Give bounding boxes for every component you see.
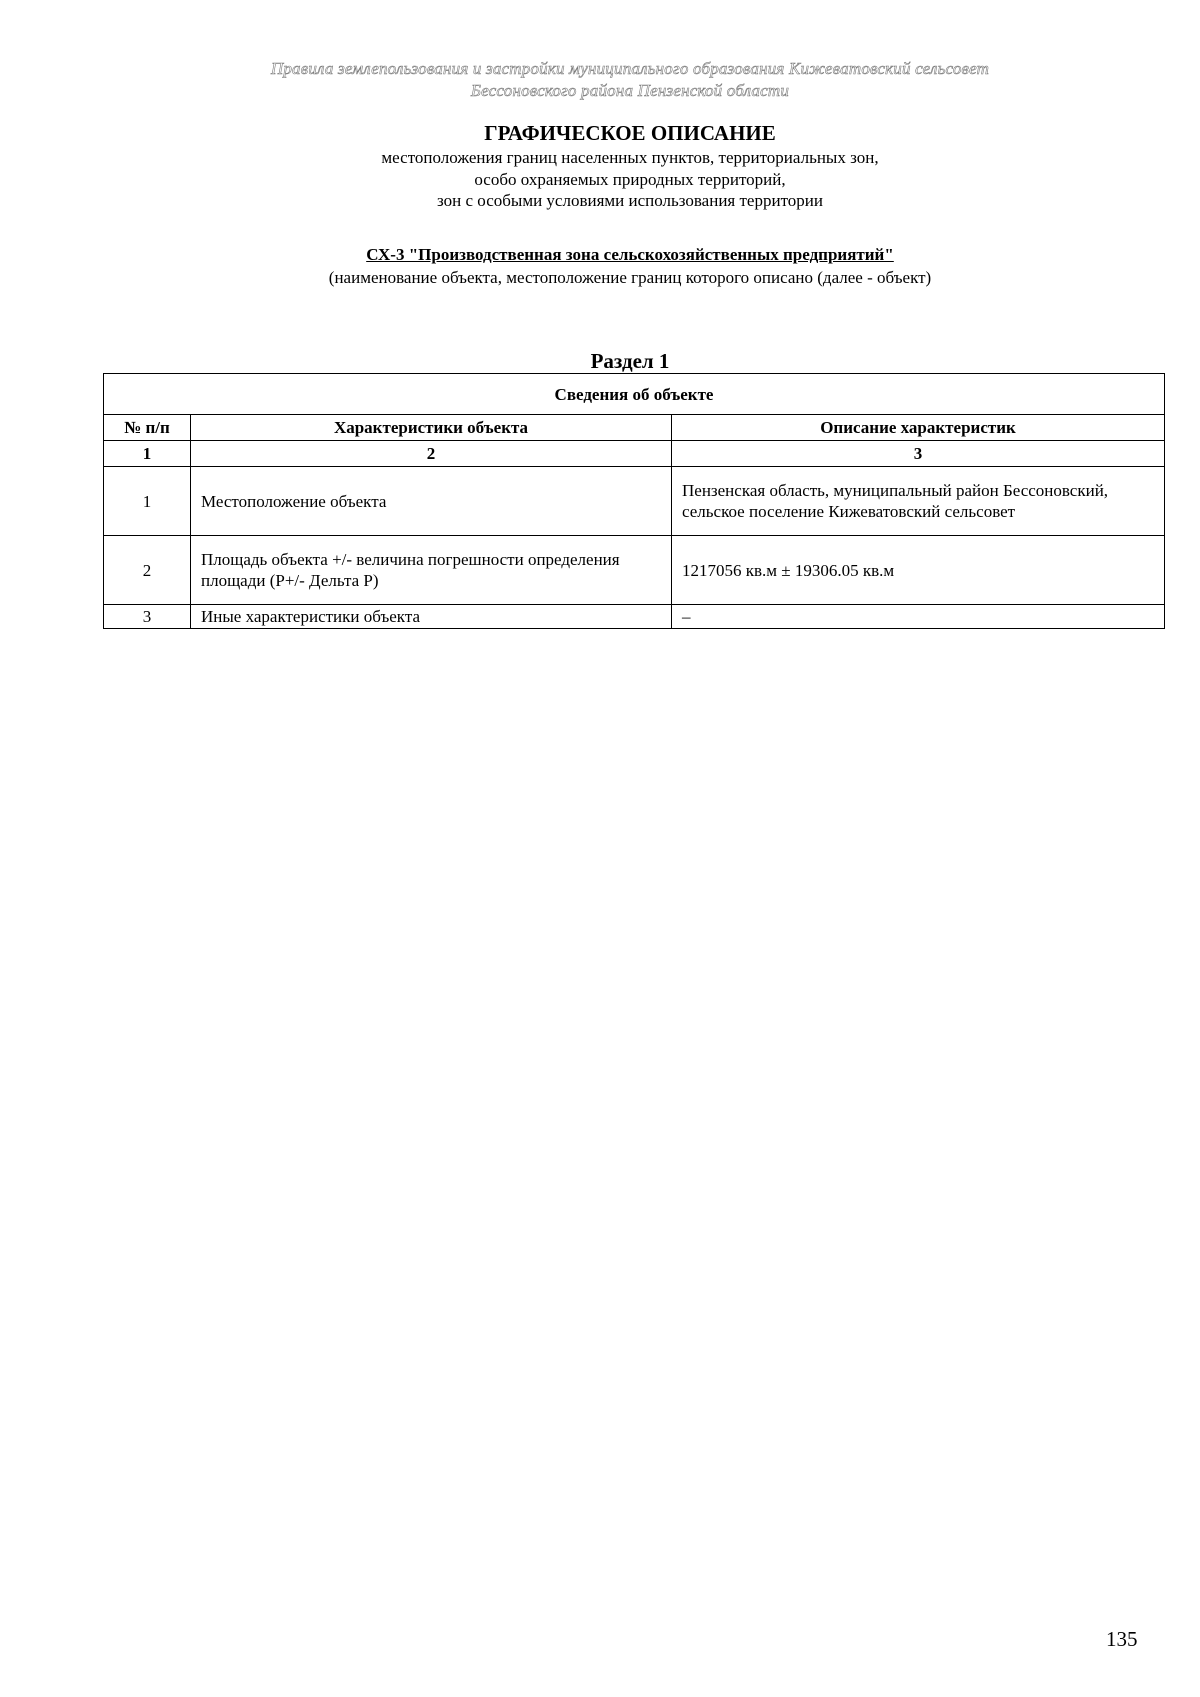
subtitle-line-3: зон с особыми условиями использования территории	[437, 191, 823, 210]
running-header	[0, 58, 1200, 102]
column-number-3: 3	[672, 441, 1165, 467]
column-numbers-row	[104, 441, 1165, 467]
page-number: 135	[1106, 1627, 1138, 1651]
object-info-table	[103, 373, 1165, 629]
subtitle-line-2: особо охраняемых природных территорий,	[474, 169, 786, 189]
subtitle-line-1: местоположения границ населенных пунктов, территориальных зон,	[381, 148, 879, 167]
row-characteristic: Местоположение объекта	[191, 467, 672, 536]
table-caption: Сведения об объекте	[104, 374, 1165, 415]
row-description: 1217056 кв.м ± 19306.05 кв.м	[672, 536, 1165, 605]
table-row	[104, 536, 1165, 605]
row-description: Пензенская область, муниципальный район Бессоновский, сельское поселение Кижеватовский сельсовет	[672, 467, 1165, 536]
document-title: ГРАФИЧЕСКОЕ ОПИСАНИЕ	[484, 121, 776, 145]
object-name	[0, 244, 1200, 266]
row-number: 2	[104, 536, 191, 605]
column-number-1: 1	[104, 441, 191, 467]
table-caption-row	[104, 374, 1165, 415]
header-characteristic: Характеристики объекта	[191, 415, 672, 441]
running-header-line-2: Бессоновского района Пензенской области	[470, 81, 790, 100]
row-description: –	[672, 605, 1165, 629]
row-number: 3	[104, 605, 191, 629]
running-header-line-1: Правила землепользования и застройки муниципального образования Кижеватовский сельсовет	[270, 59, 990, 78]
document-subtitle	[0, 147, 1200, 212]
table-row	[104, 467, 1165, 536]
header-number: № п/п	[104, 415, 191, 441]
row-number: 1	[104, 467, 191, 536]
object-name-text: СХ-3 "Производственная зона сельскохозяйственных предприятий"	[366, 245, 894, 264]
section-title: Раздел 1	[590, 349, 670, 373]
column-number-2: 2	[191, 441, 672, 467]
object-caption: (наименование объекта, местоположение границ которого описано (далее - объект)	[328, 268, 932, 287]
row-characteristic: Площадь объекта +/- величина погрешности определения площади (Р+/- Дельта Р)	[191, 536, 672, 605]
table-row	[104, 605, 1165, 629]
header-description: Описание характеристик	[672, 415, 1165, 441]
table-header-row	[104, 415, 1165, 441]
row-characteristic: Иные характеристики объекта	[191, 605, 672, 629]
